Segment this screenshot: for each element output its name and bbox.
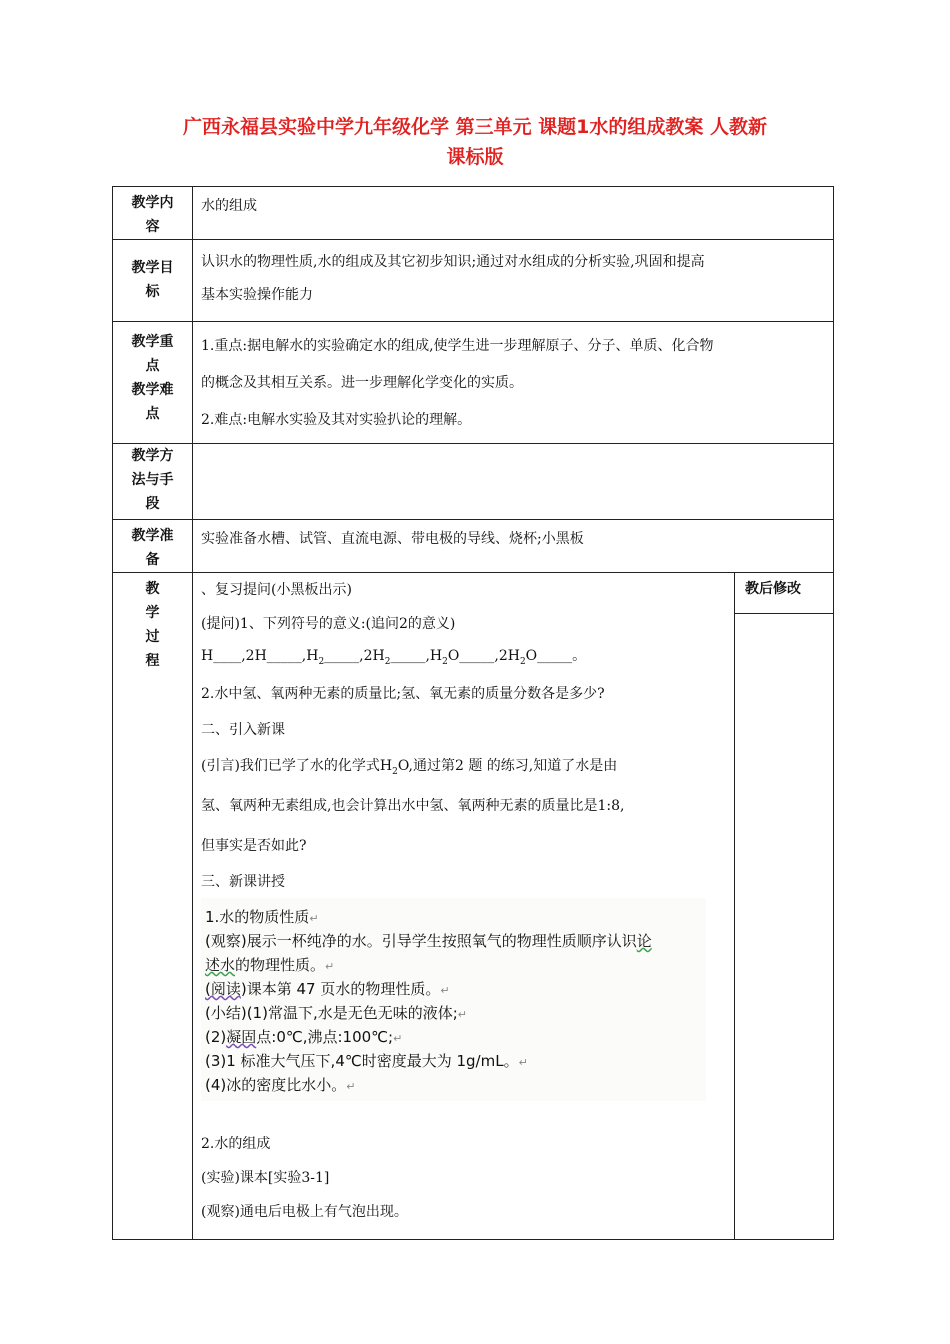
label-teaching-goals: 教学目 标 [113,240,193,322]
teaching-goals-cell: 认识水的物理性质,水的组成及其它初步知识;通过对水组成的分析实验,巩固和提高 基本实验操作能力 [193,240,834,322]
post-lesson-notes-cell [735,573,834,1240]
key-points-cell: 1.重点:据电解水的实验确定水的组成,使学生进一步理解原子、分子、单质、化合物 的概念及其相互关系。进一步理解化学变化的实质。 2.难点:电解水实验及其对实验扒论的理解。 [193,322,834,444]
title-line-2: 课标版 [446,146,504,168]
post-lesson-notes-header: 教后修改 [735,573,833,614]
teaching-prep-text: 实验准备水槽、试管、直流电源、带电极的导线、烧杯;小黑板 [201,531,584,547]
row-teaching-content [113,187,834,240]
teaching-prep-cell [193,520,834,573]
row-teaching-goals [113,240,834,322]
label-teaching-process: 教 学 过 程 [113,573,193,1240]
row-teaching-method [113,444,834,520]
row-teaching-prep [113,520,834,573]
label-key-points: 教学重 点 教学难 点 [113,322,193,444]
intro-line: (引言)我们已学了水的化学式$H_2O$,通过第2 题 的练习,知道了水是由 [201,758,618,777]
document-title [110,112,840,172]
row-teaching-process [113,573,834,1240]
teaching-process-cell: 、复习提问(小黑板出示) (提问)1、下列符号的意义:(追问2的意义) $H\_\_\_\_,2H\_\_\_\_\_,H_2\_\_\_\_\_,2H_2\_\_\_\_\_,H_2O\_\_\_\_\_,2H_2O\_\_\_\_\_$。 2.水中氢、氧两种无素的质量比;氢、氧无素的质量分数各是多少? 二、引入新课 (引言)我们已学了水的化学式$H_2O$,通过第2 题 的练习,知道了水是由 氢、氧两种无素组成,也会计算出水中氢、氧两种无素的质量比是1:8, 但事实是否如此? 三、新课讲授 1.水的物质性质↵ (观察)展示一杯纯净的水。引导学生按照氧气的物理性质顺序认识论 述水的物理性质。↵ (阅读)课本第 47 页水的物理性质。↵ (小结)(1)常温下,水是无色无味的液体;↵ (2)凝固点:0℃,沸点:100℃;↵ (3)1 标准大气压下,4℃时密度最大为 1g/mL。↵ (4)冰的密度比水小。↵ 2.水的组成 (实验)课本[实验3-1] (观察)通电后电极上有气泡出现。 [193,573,735,1240]
label-teaching-content: 教学内 容 [113,187,193,240]
teaching-content-text: 水的组成 [201,198,257,214]
symbol-exercise: $H\_\_\_\_,2H\_\_\_\_\_,H_2\_\_\_\_\_,2H_2\_\_\_\_\_,H_2O\_\_\_\_\_,2H_2O\_\_\_\_\_$。 [201,648,587,667]
teaching-content-cell [193,187,834,240]
label-teaching-prep: 教学准 备 [113,520,193,573]
teaching-method-cell [193,444,834,520]
pasted-notes-image: 1.水的物质性质↵ (观察)展示一杯纯净的水。引导学生按照氧气的物理性质顺序认识论 述水的物理性质。↵ (阅读)课本第 47 页水的物理性质。↵ (小结)(1)常温下,水是无色无味的液体;↵ (2)凝固点:0℃,沸点:100℃;↵ (3)1 标准大气压下,4℃时密度最大为 1g/mL。↵ (4)冰的密度比水小。↵ [201,898,706,1101]
label-teaching-method: 教学方 法与手 段 [113,444,193,520]
title-line-1: 广西永福县实验中学九年级化学 第三单元 课题1水的组成教案 人教新 [182,116,768,138]
row-key-points [113,322,834,444]
lesson-plan-table [112,186,834,1240]
